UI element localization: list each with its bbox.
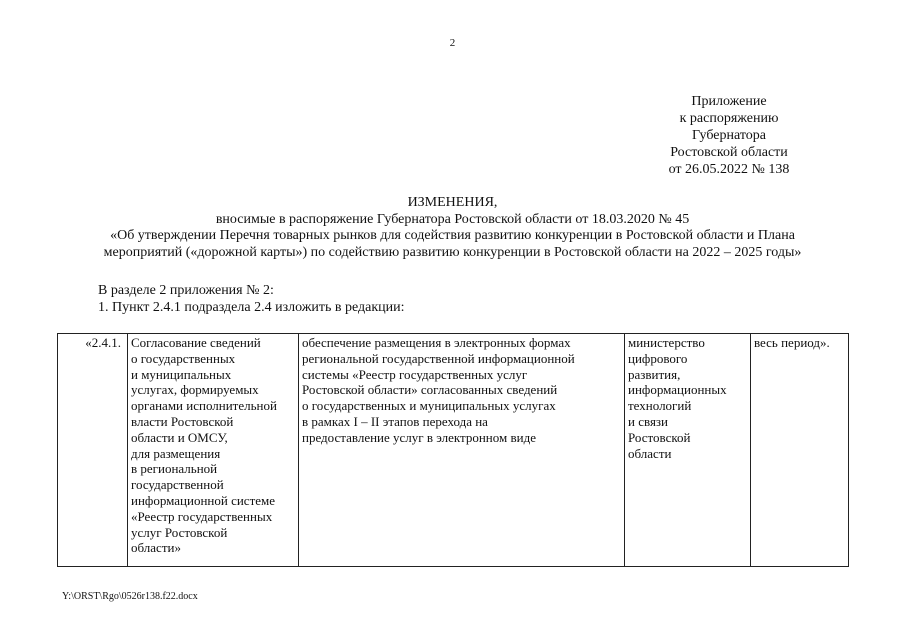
deadline-cell xyxy=(751,334,849,567)
item-number-cell xyxy=(58,334,128,567)
name-line: власти Ростовской xyxy=(131,413,234,429)
heading-line: «Об утверждении Перечня товарных рынков для содействия развитию конкуренции в Ростовской области и Плана xyxy=(110,228,795,243)
intro-line: В разделе 2 приложения № 2: xyxy=(98,283,274,298)
action-cell xyxy=(299,334,625,567)
name-line: «Реестр государственных xyxy=(131,508,273,524)
name-line: в региональной xyxy=(131,461,218,477)
appendix-block xyxy=(649,93,809,178)
appendix-line: к распоряжению xyxy=(679,111,779,126)
deadline-text: весь период». xyxy=(754,335,830,350)
name-line: услугах, формируемых xyxy=(131,382,259,398)
executor-line: развития, xyxy=(628,366,681,382)
name-line: информационной системе xyxy=(131,492,276,508)
item-number: «2.4.1. xyxy=(85,335,121,350)
page-number: 2 xyxy=(449,37,456,49)
item-name-cell xyxy=(128,334,299,567)
document-heading xyxy=(40,195,865,261)
name-line: области» xyxy=(131,540,181,556)
appendix-line: Ростовской области xyxy=(670,145,788,160)
appendix-line: Приложение xyxy=(691,94,767,109)
name-line: и муниципальных xyxy=(131,366,232,382)
executor-line: информационных xyxy=(628,382,727,398)
executor-line: Ростовской xyxy=(628,429,691,445)
executor-line: цифрового xyxy=(628,350,688,366)
table-row xyxy=(58,334,849,567)
executor-cell xyxy=(625,334,751,567)
heading-line: вносимые в распоряжение Губернатора Ростовской области от 18.03.2020 № 45 xyxy=(215,211,690,227)
heading-title: ИЗМЕНЕНИЯ, xyxy=(407,195,498,210)
appendix-line: от 26.05.2022 № 138 xyxy=(668,162,790,177)
action-line: в рамках I – II этапов перехода на xyxy=(302,413,488,429)
name-line: о государственных xyxy=(131,350,236,366)
executor-line: и связи xyxy=(628,413,669,429)
action-line: региональной государственной информационной xyxy=(302,350,575,366)
action-line: предоставление услуг в электронном виде xyxy=(302,429,536,445)
name-line: Согласование сведений xyxy=(131,335,261,350)
heading-line: мероприятий («дорожной карты») по содействию развитию конкуренции в Ростовской области на 2022 – 2025 годы» xyxy=(103,244,802,260)
intro-text xyxy=(98,282,405,316)
name-line: государственной xyxy=(131,477,224,493)
file-path-footer: Y:\ORST\Rgo\0526r138.f22.docx xyxy=(62,591,198,602)
name-line: для размещения xyxy=(131,445,221,461)
executor-line: технологий xyxy=(628,398,692,414)
name-line: органами исполнительной xyxy=(131,398,277,414)
name-line: услуг Ростовской xyxy=(131,524,228,540)
appendix-line: Губернатора xyxy=(691,128,767,143)
executor-line: министерство xyxy=(628,335,705,350)
name-line: области и ОМСУ, xyxy=(131,429,228,445)
executor-line: области xyxy=(628,445,672,461)
action-line: обеспечение размещения в электронных формах xyxy=(302,335,571,350)
action-line: Ростовской области» согласованных сведений xyxy=(302,382,558,398)
action-line: о государственных и муниципальных услугах xyxy=(302,398,556,414)
changes-table xyxy=(57,333,849,567)
intro-line: 1. Пункт 2.4.1 подраздела 2.4 изложить в редакции: xyxy=(98,300,405,315)
action-line: системы «Реестр государственных услуг xyxy=(302,366,528,382)
